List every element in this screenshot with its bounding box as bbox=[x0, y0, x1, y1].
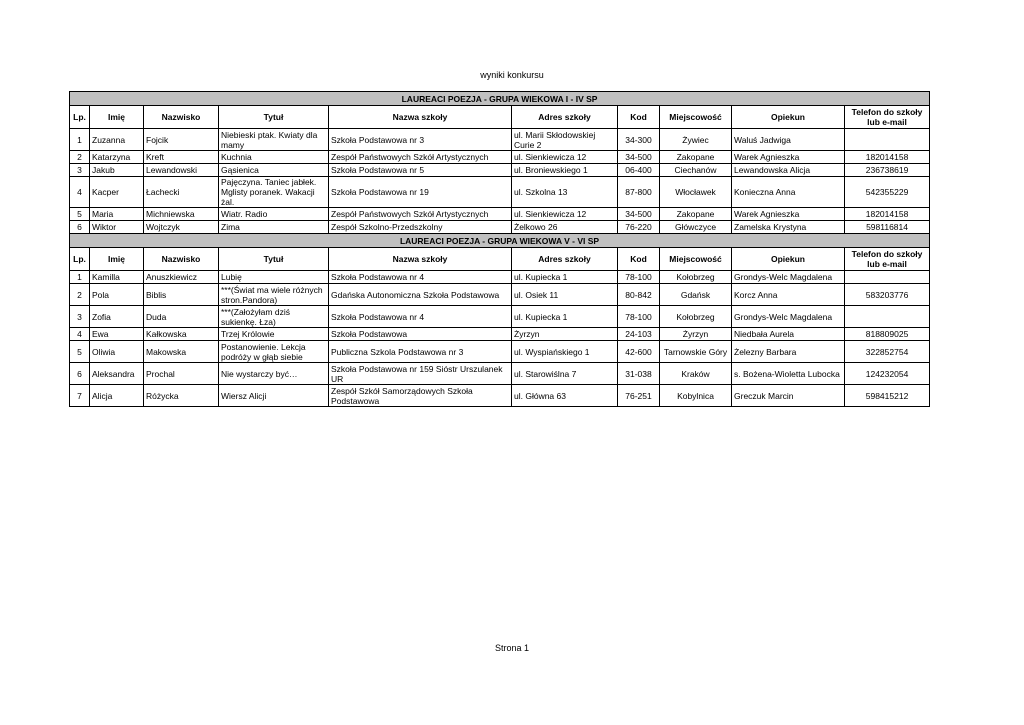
cell-tutor: Grondys-Welc Magdalena bbox=[732, 306, 845, 328]
cell-lp: 5 bbox=[70, 341, 90, 363]
cell-first-name: Zuzanna bbox=[90, 129, 144, 151]
cell-city: Włocławek bbox=[660, 177, 732, 208]
cell-city: Żywiec bbox=[660, 129, 732, 151]
table-body bbox=[70, 92, 930, 407]
cell-tutor: Niedbała Aurela bbox=[732, 328, 845, 341]
cell-phone: 182014158 bbox=[845, 151, 930, 164]
cell-last-name: Biblis bbox=[144, 284, 219, 306]
cell-phone bbox=[845, 271, 930, 284]
cell-school-address: ul. Główna 63 bbox=[512, 385, 618, 407]
cell-city: Żyrzyn bbox=[660, 328, 732, 341]
cell-first-name: Zofia bbox=[90, 306, 144, 328]
cell-lp: 2 bbox=[70, 151, 90, 164]
cell-school-address: ul. Marii Skłodowskiej Curie 2 bbox=[512, 129, 618, 151]
cell-city: Gdańsk bbox=[660, 284, 732, 306]
cell-first-name: Kacper bbox=[90, 177, 144, 208]
cell-lp: 6 bbox=[70, 363, 90, 385]
cell-title: Trzej Królowie bbox=[219, 328, 329, 341]
cell-city: Kobylnica bbox=[660, 385, 732, 407]
cell-last-name: Różycka bbox=[144, 385, 219, 407]
cell-first-name: Jakub bbox=[90, 164, 144, 177]
cell-lp: 6 bbox=[70, 221, 90, 234]
cell-last-name: Kałkowska bbox=[144, 328, 219, 341]
cell-phone: 542355229 bbox=[845, 177, 930, 208]
column-header-school-address: Adres szkoły bbox=[512, 106, 618, 129]
column-header-phone: Telefon do szkoły lub e-mail bbox=[845, 248, 930, 271]
cell-last-name: Duda bbox=[144, 306, 219, 328]
cell-last-name: Michniewska bbox=[144, 208, 219, 221]
cell-school-name: Szkoła Podstawowa bbox=[329, 328, 512, 341]
cell-postal-code: 06-400 bbox=[618, 164, 660, 177]
cell-school-address: ul. Kupiecka 1 bbox=[512, 306, 618, 328]
cell-tutor: Żelezny Barbara bbox=[732, 341, 845, 363]
cell-lp: 7 bbox=[70, 385, 90, 407]
group-title: LAUREACI POEZJA - GRUPA WIEKOWA I - IV SP bbox=[70, 92, 930, 106]
column-header-title: Tytuł bbox=[219, 248, 329, 271]
column-header-school-name: Nazwa szkoły bbox=[329, 106, 512, 129]
cell-tutor: Grondys-Welc Magdalena bbox=[732, 271, 845, 284]
cell-tutor: Greczuk Marcin bbox=[732, 385, 845, 407]
cell-school-address: ul. Osiek 11 bbox=[512, 284, 618, 306]
column-header-phone: Telefon do szkoły lub e-mail bbox=[845, 106, 930, 129]
cell-school-address: ul. Sienkiewicza 12 bbox=[512, 208, 618, 221]
cell-last-name: Anuszkiewicz bbox=[144, 271, 219, 284]
cell-postal-code: 76-220 bbox=[618, 221, 660, 234]
cell-tutor: Zamelska Krystyna bbox=[732, 221, 845, 234]
cell-lp: 4 bbox=[70, 177, 90, 208]
cell-title: Niebieski ptak. Kwiaty dla mamy bbox=[219, 129, 329, 151]
cell-city: Kraków bbox=[660, 363, 732, 385]
cell-last-name: Prochal bbox=[144, 363, 219, 385]
group-header-row bbox=[70, 92, 930, 106]
cell-phone: 236738619 bbox=[845, 164, 930, 177]
cell-lp: 4 bbox=[70, 328, 90, 341]
table-row bbox=[70, 208, 930, 221]
cell-city: Kołobrzeg bbox=[660, 271, 732, 284]
cell-city: Główczyce bbox=[660, 221, 732, 234]
cell-first-name: Pola bbox=[90, 284, 144, 306]
cell-first-name: Maria bbox=[90, 208, 144, 221]
column-header-lp: Lp. bbox=[70, 106, 90, 129]
cell-postal-code: 76-251 bbox=[618, 385, 660, 407]
column-header-last-name: Nazwisko bbox=[144, 248, 219, 271]
table-row bbox=[70, 271, 930, 284]
column-header-school-name: Nazwa szkoły bbox=[329, 248, 512, 271]
table-row bbox=[70, 341, 930, 363]
cell-first-name: Oliwia bbox=[90, 341, 144, 363]
cell-school-address: ul. Broniewskiego 1 bbox=[512, 164, 618, 177]
group-title: LAUREACI POEZJA - GRUPA WIEKOWA V - VI SP bbox=[70, 234, 930, 248]
cell-last-name: Wojtczyk bbox=[144, 221, 219, 234]
cell-school-address: ul. Wyspiańskiego 1 bbox=[512, 341, 618, 363]
cell-postal-code: 42-600 bbox=[618, 341, 660, 363]
cell-first-name: Wiktor bbox=[90, 221, 144, 234]
cell-postal-code: 78-100 bbox=[618, 271, 660, 284]
cell-school-name: Szkoła Podstawowa nr 5 bbox=[329, 164, 512, 177]
cell-postal-code: 24-103 bbox=[618, 328, 660, 341]
cell-phone bbox=[845, 306, 930, 328]
cell-school-address: ul. Sienkiewicza 12 bbox=[512, 151, 618, 164]
cell-school-name: Szkoła Podstawowa nr 19 bbox=[329, 177, 512, 208]
cell-school-address: ul. Szkolna 13 bbox=[512, 177, 618, 208]
table-row bbox=[70, 164, 930, 177]
cell-title: Zima bbox=[219, 221, 329, 234]
results-table bbox=[69, 91, 930, 407]
cell-lp: 1 bbox=[70, 271, 90, 284]
cell-lp: 2 bbox=[70, 284, 90, 306]
cell-title: Nie wystarczy być… bbox=[219, 363, 329, 385]
column-header-postal-code: Kod bbox=[618, 106, 660, 129]
column-header-postal-code: Kod bbox=[618, 248, 660, 271]
cell-title: Gąsienica bbox=[219, 164, 329, 177]
cell-last-name: Fojcik bbox=[144, 129, 219, 151]
table-row bbox=[70, 177, 930, 208]
cell-title: Lubię bbox=[219, 271, 329, 284]
cell-city: Tarnowskie Góry bbox=[660, 341, 732, 363]
cell-postal-code: 87-800 bbox=[618, 177, 660, 208]
column-header-city: Miejscowość bbox=[660, 248, 732, 271]
cell-school-name: Zespół Państwowych Szkół Artystycznych bbox=[329, 151, 512, 164]
cell-school-name: Szkoła Podstawowa nr 159 Sióstr Urszulanek UR bbox=[329, 363, 512, 385]
cell-tutor: Lewandowska Alicja bbox=[732, 164, 845, 177]
cell-lp: 5 bbox=[70, 208, 90, 221]
cell-postal-code: 31-038 bbox=[618, 363, 660, 385]
table-row bbox=[70, 306, 930, 328]
cell-phone: 322852754 bbox=[845, 341, 930, 363]
cell-school-address: ul. Starowiślna 7 bbox=[512, 363, 618, 385]
cell-last-name: Łachecki bbox=[144, 177, 219, 208]
column-header-lp: Lp. bbox=[70, 248, 90, 271]
cell-phone: 598116814 bbox=[845, 221, 930, 234]
cell-tutor: Korcz Anna bbox=[732, 284, 845, 306]
table-row bbox=[70, 129, 930, 151]
cell-first-name: Alicja bbox=[90, 385, 144, 407]
cell-phone: 818809025 bbox=[845, 328, 930, 341]
cell-lp: 1 bbox=[70, 129, 90, 151]
page-title: wyniki konkursu bbox=[480, 70, 544, 80]
cell-tutor: Warek Agnieszka bbox=[732, 208, 845, 221]
cell-phone: 124232054 bbox=[845, 363, 930, 385]
cell-school-name: Publiczna Szkola Podstawowa nr 3 bbox=[329, 341, 512, 363]
cell-first-name: Kamilla bbox=[90, 271, 144, 284]
cell-school-address: ul. Kupiecka 1 bbox=[512, 271, 618, 284]
column-header-title: Tytuł bbox=[219, 106, 329, 129]
table-row bbox=[70, 385, 930, 407]
table-row bbox=[70, 151, 930, 164]
column-header-city: Miejscowość bbox=[660, 106, 732, 129]
cell-last-name: Kreft bbox=[144, 151, 219, 164]
cell-school-name: Zespół Szkół Samorządowych Szkoła Podstawowa bbox=[329, 385, 512, 407]
table-row bbox=[70, 363, 930, 385]
cell-school-name: Zespół Państwowych Szkół Artystycznych bbox=[329, 208, 512, 221]
cell-lp: 3 bbox=[70, 164, 90, 177]
cell-phone: 583203776 bbox=[845, 284, 930, 306]
cell-first-name: Aleksandra bbox=[90, 363, 144, 385]
column-header-first-name: Imię bbox=[90, 106, 144, 129]
column-header-tutor: Opiekun bbox=[732, 106, 845, 129]
cell-city: Zakopane bbox=[660, 208, 732, 221]
cell-last-name: Lewandowski bbox=[144, 164, 219, 177]
cell-title: ***(Świat ma wiele różnych stron.Pandora) bbox=[219, 284, 329, 306]
column-header-row bbox=[70, 248, 930, 271]
cell-school-name: Szkoła Podstawowa nr 3 bbox=[329, 129, 512, 151]
cell-tutor: s. Bożena-Wioletta Lubocka bbox=[732, 363, 845, 385]
cell-city: Ciechanów bbox=[660, 164, 732, 177]
table-row bbox=[70, 328, 930, 341]
cell-phone: 598415212 bbox=[845, 385, 930, 407]
cell-lp: 3 bbox=[70, 306, 90, 328]
cell-postal-code: 34-500 bbox=[618, 151, 660, 164]
column-header-tutor: Opiekun bbox=[732, 248, 845, 271]
cell-school-name: Szkoła Podstawowa nr 4 bbox=[329, 271, 512, 284]
cell-title: Pajęczyna. Taniec jabłek. Mglisty poranek. Wakacji żal. bbox=[219, 177, 329, 208]
cell-title: Wiersz Alicji bbox=[219, 385, 329, 407]
column-header-row bbox=[70, 106, 930, 129]
cell-school-name: Gdańska Autonomiczna Szkoła Podstawowa bbox=[329, 284, 512, 306]
group-header-row bbox=[70, 234, 930, 248]
column-header-school-address: Adres szkoły bbox=[512, 248, 618, 271]
cell-postal-code: 80-842 bbox=[618, 284, 660, 306]
cell-title: ***(Założyłam dziś sukienkę. Łza) bbox=[219, 306, 329, 328]
cell-city: Kołobrzeg bbox=[660, 306, 732, 328]
cell-title: Wiatr. Radio bbox=[219, 208, 329, 221]
cell-title: Postanowienie. Lekcja podróży w głąb siebie bbox=[219, 341, 329, 363]
cell-postal-code: 34-500 bbox=[618, 208, 660, 221]
cell-school-name: Zespół Szkolno-Przedszkolny bbox=[329, 221, 512, 234]
column-header-last-name: Nazwisko bbox=[144, 106, 219, 129]
cell-tutor: Warek Agnieszka bbox=[732, 151, 845, 164]
cell-postal-code: 78-100 bbox=[618, 306, 660, 328]
cell-school-address: Żelkowo 26 bbox=[512, 221, 618, 234]
cell-school-name: Szkoła Podstawowa nr 4 bbox=[329, 306, 512, 328]
cell-postal-code: 34-300 bbox=[618, 129, 660, 151]
cell-school-address: Żyrzyn bbox=[512, 328, 618, 341]
table-row bbox=[70, 284, 930, 306]
column-header-first-name: Imię bbox=[90, 248, 144, 271]
cell-first-name: Katarzyna bbox=[90, 151, 144, 164]
cell-title: Kuchnia bbox=[219, 151, 329, 164]
cell-tutor: Waluś Jadwiga bbox=[732, 129, 845, 151]
table-row bbox=[70, 221, 930, 234]
cell-first-name: Ewa bbox=[90, 328, 144, 341]
page-footer: Strona 1 bbox=[494, 643, 530, 653]
cell-phone bbox=[845, 129, 930, 151]
cell-phone: 182014158 bbox=[845, 208, 930, 221]
cell-city: Zakopane bbox=[660, 151, 732, 164]
cell-last-name: Makowska bbox=[144, 341, 219, 363]
cell-tutor: Konieczna Anna bbox=[732, 177, 845, 208]
